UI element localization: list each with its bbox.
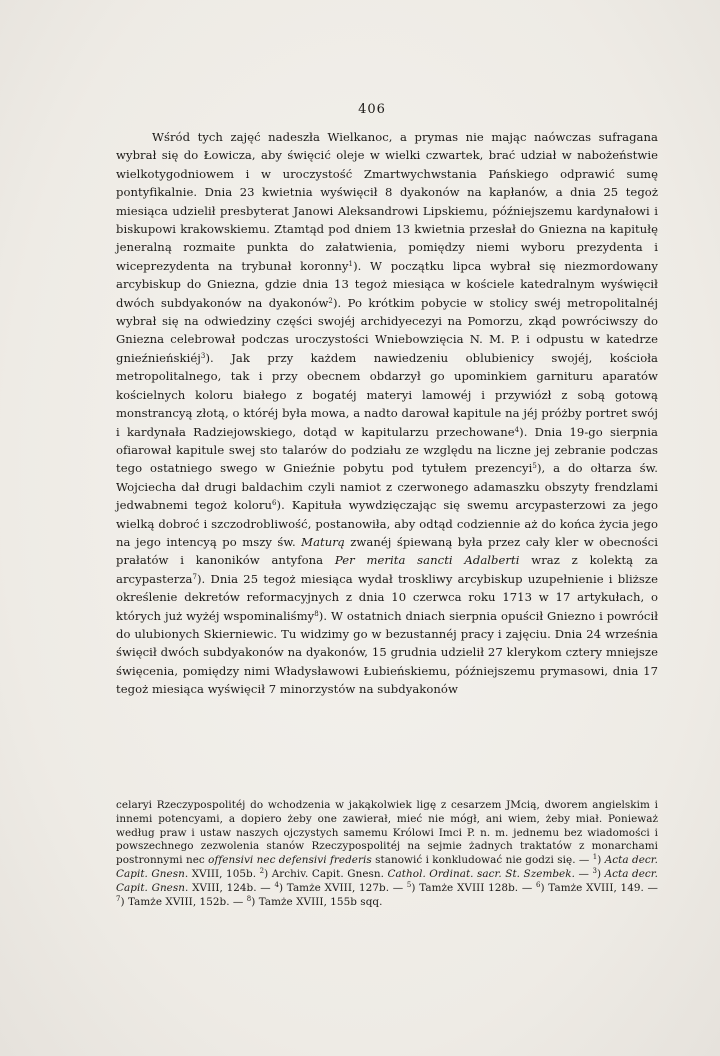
footnote-text: ) <box>596 867 605 880</box>
footnote-number: 3 <box>592 866 597 875</box>
footnote-ref: 4 <box>514 425 520 434</box>
footnote-number: 1 <box>592 853 598 862</box>
italic-term: Maturą <box>301 534 345 549</box>
footnote-text: ) Tamże XVIII 128b. — <box>411 881 536 894</box>
body-text: Wśród tych zajęć nadeszła Wielkanoc, a prymas nie mając naówczas sufragana wybrał się do Łowicza, aby święcić oleje w wielki czwartek, brać udział w nabożeństwie wielkotygodniowem i w uroczystość Zmartwychwstania Pańskiego odprawić sumę pontyfikalnie. Dnia 23 kwietnia wyświęcił 8 dyakonów na kapłanów, a dnia 25 tegoż miesiąca udzielił presbyterat Janowi Aleksandrowi Lipskiemu, późniejszemu kardynałowi i biskupowi krakowskiemu. Ztamtąd pod dniem 13 kwietnia przesłał do Gniezna na kapitułę jeneralną rozmaite punkta do załatwienia, pomiędzy niemi wyboru prezydenta i wiceprezydenta na trybunał koronny$^1$). W początku lipca wybrał się niezmordowany arcybiskup do Gniezna, gdzie dnia 13 tegoż miesiąca w kościele katedralnym wyświęcił dwóch subdyakonów na dyakonów$^2$). Po krótkim pobycie w stolicy swéj metropolitalnéj wybrał się na odwiedziny części swojéj archidyecezyi na Pomorzu, zkąd powróciwszy do Gniezna celebrował podczas uroczystości Wniebowzięcia N. M. P. i odpustu w katedrze gnieźnieńskiéj$^3$). Jak przy każdem nawiedzeniu oblubienicy swojéj, kościoła metropolitalnego, tak i przy obecnem obdarzył go upominkiem garnituru aparatów kościelnych koloru białego z bogatéj materyi lamowéj i przywiózł z sobą gotową monstrancyą złotą, o któréj była mowa, a nadto darował kapitule na jéj próżby portret swój i kardynała Radziejowskiego, dotąd w kapitularzu przechowane$^4$). Dnia 19-go sierpnia ofiarował kapitule swej sto talarów do podziału ze względu na liczne jej zebranie podczas tego ostatniego swego w Gnieźnie pobytu pod tytułem prezencyi$^5$), a do ołtarza św. Wojciecha dał drugi baldachim czyli namiot z czerwonego adamaszku obszyty frendzlami jedwabnemi tegoż koloru$^6$). Kapituła wywdzięczając się swemu arcypasterzowi za jego wielką dobroć i szczodrobliwość, postanowiła, aby odtąd codziennie aż do końca życia jego na jego intencyą po mszy św. Maturą zwanéj śpiewaną była przez cały kler w obecności prałatów i kanoników antyfona Per merita sancti Adalberti wraz z kolektą za arcypasterza$^7$). Dnia 25 tegoż miesiąca wydał troskliwy arcybiskup uzupełnienie i bliższe określenie dekretów reformacyjnych z dnia 10 czerwca roku 1713 w 17 artykułach, o których już wyżéj wspominaliśmy$^8$). W ostatnich dniach sierpnia opuścił Gniezno i powrócił do ulubionych Skierniewic. Tu widzimy go w bezustannéj pracy i zajęciu. Dnia 24 września święcił dwóch subdyakonów na dyakonów, 15 grudnia udzielił 27 klerykom cztery mniejsze święcenia, pomiędzy nimi Władysławowi Łubieńskiemu, późniejszemu prymasowi, dnia 17 tegoż miesiąca wyświęcił 7 minorzystów na subdyakonów <box>116 130 659 697</box>
footnote-italic: offensivi nec defensivi frederis <box>208 854 372 867</box>
footnote-text: ) Tamże XVIII, 127b. — <box>278 881 407 894</box>
body-text-segment: ), a do ołtarza św. Wojciecha dał drugi baldachim czyli namiot z czerwonego adamaszku obszyty frendzlami jedwabnemi tegoż koloru <box>116 461 658 513</box>
footnote-text: ) Tamże XVIII, 152b. — <box>120 895 247 908</box>
footnote-number: 4 <box>274 880 279 889</box>
body-text-segment: ). Kapituła wywdzięczając się swemu arcypasterzowi za jego wielką dobroć i szczodrobliwość, postanowiła, aby odtąd codziennie aż do końca życia jego na jego intencyą po mszy św. <box>116 498 659 549</box>
footnote-ref: 7 <box>192 572 197 581</box>
italic-term: Per merita sancti Adalberti <box>334 553 520 568</box>
page-number: 406 <box>358 102 386 117</box>
footnote-italic: Acta decr. Capit. Gnesn. <box>116 854 659 880</box>
body-text-segment: ). Dnia 19-go sierpnia ofiarował kapitule swej sto talarów do podziału ze względu na liczne jej zebranie podczas tego ostatniego swego w Gnieźnie pobytu pod tytułem prezencyi <box>116 424 658 476</box>
body-text-segment: zwanéj śpiewaną była przez cały kler w obecności prałatów i kanoników antyfona <box>116 534 658 568</box>
footnote-ref: 5 <box>532 462 537 471</box>
footnote-number: 7 <box>116 894 121 903</box>
footnote-ref: 3 <box>200 351 206 360</box>
footnote-number: 5 <box>406 880 412 889</box>
footnote-text: ) Tamże XVIII, 155b sqq. <box>251 895 383 908</box>
footnote-ref: 8 <box>314 609 319 618</box>
footnote-italic: Acta decr. Capit. Gnesn. <box>116 867 658 894</box>
body-text-segment: . W początku lipca wybrał się niezmordowany arcybiskup do Gniezna, gdzie dnia 13 tegoż miesiąca w kościele katedralnym wyświęcił dwóch subdyakonów na dyakonów <box>116 258 658 310</box>
footnotes <box>116 799 658 909</box>
body-text-segment: . Jak przy każdem nawiedzeniu oblubienicy swojéj, kościoła metropolitalnego, tak i przy obecnem obdarzył go upominkiem garnituru aparatów kościelnych koloru białego z bogatéj materyi lamowéj i przywiózł z sobą gotową monstrancyą złotą, o któréj była mowa, a nadto darował kapitule na jéj próżby portret swój i kardynała Radziejowskiego, dotąd w kapitularzu przechowane <box>116 350 658 439</box>
footnote-text: celaryi Rzeczypospolitéj do wchodzenia w jakąkolwiek ligę z cesarzem JMcią, dworem angielskim i innemi potencyami, a dopiero żeby one zawierał, mieć nie mógł, ani wiem, żeby miał. Ponieważ według praw i ustaw naszych ojczystych samemu Królowi Imci P. n. m. jednemu bez wiadomości i powszechnego zezwolenia stanów Rzeczypospolitéj na sejmie żadnych traktatów z monarchami postronnymi nec <box>116 799 658 867</box>
body-text-segment: . Po krótkim pobycie w stolicy swéj metropolitalnéj wybrał się na odwiedziny części swojéj archidyecezyi na Pomorzu, zkąd powróciwszy do Gniezna celebrował podczas uroczystości Wniebowzięcia N. M. P. i odpustu w katedrze gnieźnieńskiéj <box>116 295 658 365</box>
footnote-text: ) Tamże XVIII, 149. — <box>540 881 658 894</box>
footnote-number: 8 <box>246 894 252 903</box>
body-text-segment: ). Dnia 25 tegoż miesiąca wydał troskliwy arcybiskup uzupełnienie i bliższe określenie dekretów reformacyjnych z dnia 10 czerwca roku 1713 w 17 artykułach, o których już wyżéj wspominaliśmy <box>116 571 658 623</box>
footnote-ref: 6 <box>271 499 277 508</box>
body-text-segment: Wśród tych zajęć nadeszła Wielkanoc, a prymas nie mając naówczas sufragana wybrał się do Łowicza, aby święcić oleje w wielki czwartek, brać udział w nabożeństwie wielkotygodniowem i w uroczystość Zmartwychwstania Pańskiego odprawić sumę pontyfikalnie. Dnia 23 kwietnia wyświęcił 8 dyakonów na kapłanów, a dnia 25 tegoż miesiąca udzielił presbyterat Janowi Aleksandrowi Lipskiemu, późniejszemu kardynałowi i biskupowi krakowskiemu. Ztamtąd pod dniem 13 kwietnia przesłał do Gniezna na kapitułę jeneralną rozmaite punkta do załatwienia, pomiędzy niemi wyboru prezydenta i wiceprezydenta na trybunał koronny <box>116 130 658 273</box>
footnote-text: ) Archiv. Capit. Gnesn. <box>264 867 388 880</box>
footnote-ref: 1 <box>348 259 354 268</box>
footnote-text: stanowić i konkludować nie godzi się. — <box>371 854 593 867</box>
body-text-segment: ). W ostatnich dniach sierpnia opuścił Gniezno i powrócił do ulubionych Skierniewic. Tu widzimy go w bezustannéj pracy i zajęciu. Dnia 24 września święcił dwóch subdyakonów na dyakonów, 15 grudnia udzielił 27 klerykom cztery mniejsze święcenia, pomiędzy nimi Władysławowi Łubieńskiemu, późniejszemu prymasowi, dnia 17 tegoż miesiąca wyświęcił 7 minorzystów na subdyakonów <box>116 608 659 697</box>
footnote-ref: 2 <box>328 296 333 305</box>
footnote-text: — <box>574 867 593 880</box>
footnote-number: 6 <box>535 880 541 889</box>
body-text-segment: wraz z kolektą za arcypasterza <box>116 553 658 586</box>
footnote-number: 2 <box>259 866 265 875</box>
footnote-text: XVIII, 105b. <box>188 867 260 880</box>
footnote-text: ) <box>597 854 605 867</box>
footnote-text: XVIII, 124b. — <box>188 881 275 894</box>
footnote-italic: Cathol. Ordinat. sacr. St. Szembek. <box>387 867 575 880</box>
